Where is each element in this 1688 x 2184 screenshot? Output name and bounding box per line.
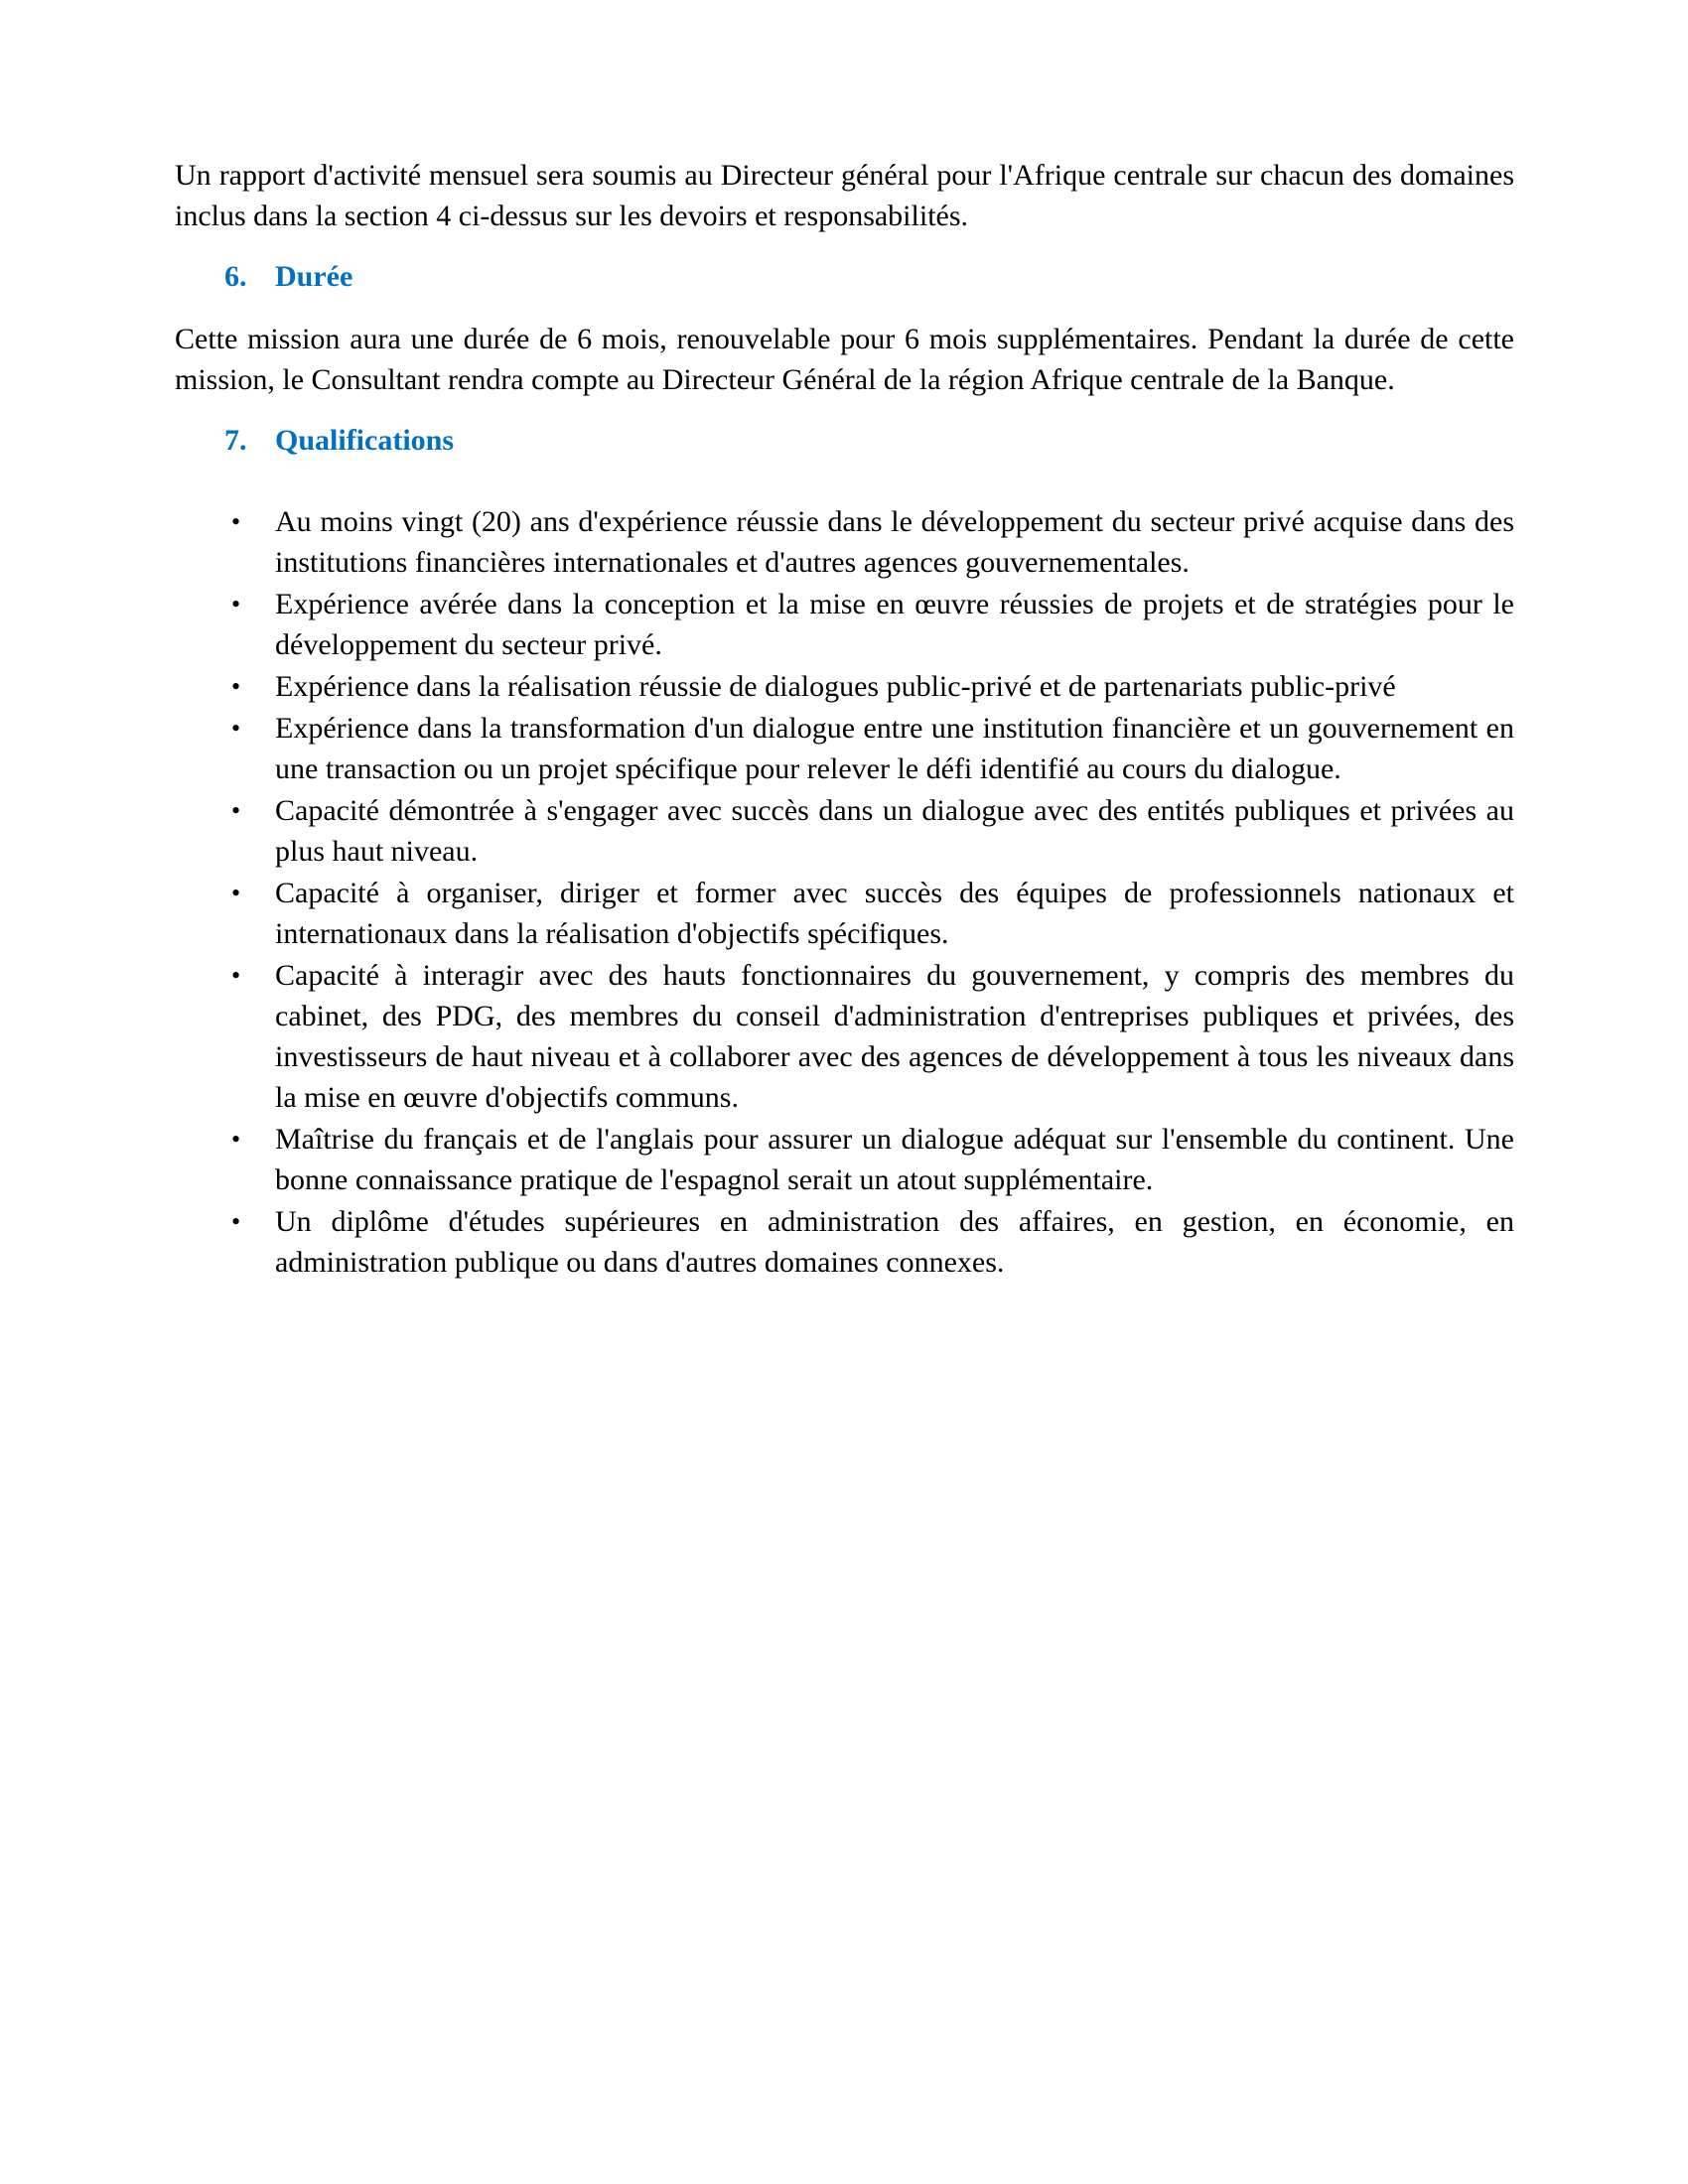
list-item: [175, 1201, 1514, 1283]
bullet-icon: •: [231, 590, 241, 618]
list-item: [175, 955, 1514, 1118]
section-number: 6.: [224, 260, 247, 293]
bullet-icon: •: [231, 796, 241, 825]
list-item: [175, 584, 1514, 665]
bullet-icon: •: [231, 1125, 241, 1154]
section-title: Durée: [275, 260, 353, 293]
list-item-text: Expérience dans la transformation d'un dialogue entre une institution financière et un gouvernement en une transaction ou un projet spécifique pour relever le défi identifié au cours du dialogue.: [275, 712, 1514, 785]
list-item-text: Un diplôme d'études supérieures en administration des affaires, en gestion, en économie, en administration publique ou dans d'autres domaines connexes.: [275, 1205, 1514, 1279]
list-item: [175, 873, 1514, 954]
section-title: Qualifications: [275, 424, 455, 457]
intro-paragraph: Un rapport d'activité mensuel sera soumis au Directeur général pour l'Afrique centrale sur chacun des domaines inclus dans la section 4 ci-dessus sur les devoirs et responsabilités.: [175, 159, 1514, 232]
duree-paragraph: Cette mission aura une durée de 6 mois, renouvelable pour 6 mois supplémentaires. Pendant la durée de cette mission, le Consultant rendra compte au Directeur Général de la région Afrique centrale de la Banque.: [175, 323, 1514, 396]
document-page: [175, 155, 1514, 1284]
list-item-text: Capacité à interagir avec des hauts fonctionnaires du gouvernement, y compris des membres du cabinet, des PDG, des membres du conseil d'administration d'entreprises publiques et privées, des investisseurs de haut niveau et à collaborer avec des agences de développement à tous les niveaux dans la mise en œuvre d'objectifs communs.: [275, 959, 1514, 1114]
section-heading-duree: [175, 256, 1514, 297]
bullet-icon: •: [231, 961, 241, 990]
list-item-text: Au moins vingt (20) ans d'expérience réussie dans le développement du secteur privé acquise dans des institutions financières internationales et d'autres agences gouvernementales.: [275, 505, 1514, 579]
list-item-text: Capacité démontrée à s'engager avec succès dans un dialogue avec des entités publiques et privées au plus haut niveau.: [275, 794, 1514, 868]
bullet-icon: •: [231, 1207, 241, 1236]
section-number: 7.: [224, 424, 247, 457]
qualifications-list: [175, 501, 1514, 1283]
list-item-text: Expérience dans la réalisation réussie de dialogues public-privé et de partenariats public-privé: [275, 670, 1396, 703]
list-item: [175, 1119, 1514, 1200]
bullet-icon: •: [231, 714, 241, 743]
list-item-text: Maîtrise du français et de l'anglais pour assurer un dialogue adéquat sur l'ensemble du continent. Une bonne connaissance pratique de l'espagnol serait un atout supplémentaire.: [275, 1123, 1514, 1196]
list-item: [175, 666, 1514, 707]
section-heading-qualifications: [175, 420, 1514, 461]
bullet-icon: •: [231, 672, 241, 701]
bullet-icon: •: [231, 879, 241, 907]
bullet-icon: •: [231, 507, 241, 536]
list-item-text: Capacité à organiser, diriger et former avec succès des équipes de professionnels nationaux et internationaux dans la réalisation d'objectifs spécifiques.: [275, 877, 1514, 950]
list-item: [175, 790, 1514, 872]
list-item-text: Expérience avérée dans la conception et la mise en œuvre réussies de projets et de stratégies pour le développement du secteur privé.: [275, 588, 1514, 661]
list-item: [175, 501, 1514, 583]
list-item: [175, 708, 1514, 789]
